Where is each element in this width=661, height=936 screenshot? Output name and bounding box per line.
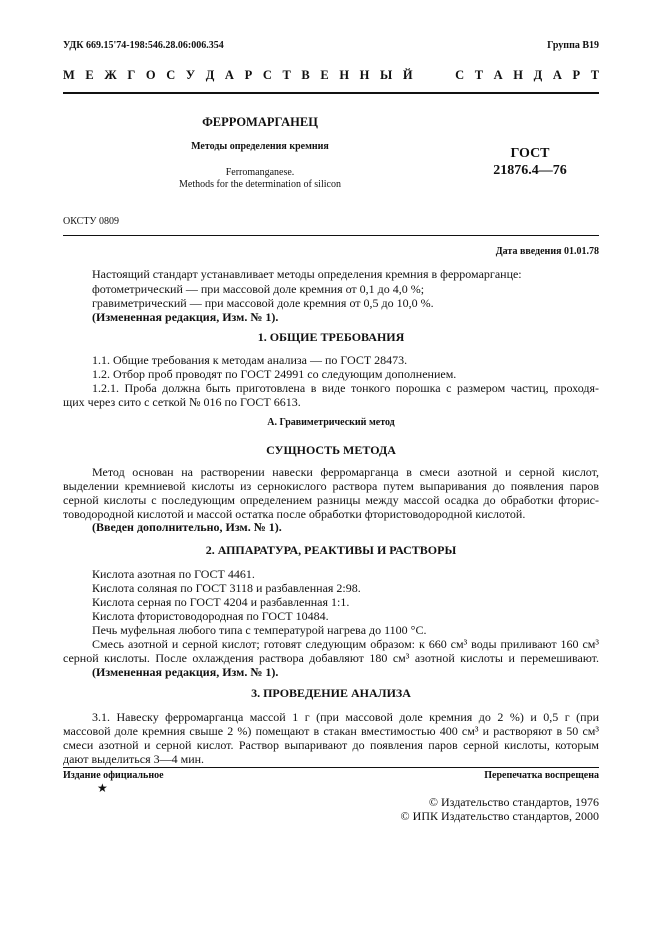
section2-amendment: (Измененная редакция, Изм. № 1). xyxy=(92,665,279,679)
group-code: Группа В19 xyxy=(547,40,599,51)
essence-line-4: товодородной кислотой и массой остатка после обработки фтористоводородной кислотой. xyxy=(63,507,526,521)
intro-line-1: Настоящий стандарт устанавливает методы определения кремния в ферромарганце: xyxy=(92,267,522,281)
reagent-item-5: Печь муфельная любого типа с температурой нагрева до 1100 °С. xyxy=(92,623,427,637)
banner-letter: С xyxy=(455,68,465,82)
copyright-2000: © ИПК Издательство стандартов, 2000 xyxy=(400,809,599,823)
banner-letter: У xyxy=(185,68,196,82)
essence-line-1: Метод основан на растворении навески ферромарганца в смеси азотной и серной кислот, xyxy=(92,465,599,479)
banner-letter: Г xyxy=(127,68,136,82)
gost-number: 21876.4—76 xyxy=(493,163,567,178)
banner-letter: Т xyxy=(590,68,600,82)
banner-letter: В xyxy=(301,68,310,82)
section3-heading: 3. ПРОВЕДЕНИЕ АНАЛИЗА xyxy=(251,686,411,700)
section1-p1: 1.1. Общие требования к методам анализа — по ГОСТ 28473. xyxy=(92,353,408,367)
footer-rule xyxy=(63,767,599,768)
section1-p3-line1: 1.2.1. Проба должна быть приготовлена в виде тонкого порошка с размером частиц, проходя- xyxy=(92,381,599,395)
banner-letter: Т xyxy=(282,68,291,82)
intro-date: Дата введения 01.01.78 xyxy=(495,246,599,257)
banner-letter: Ы xyxy=(380,68,393,82)
reagent-item-4: Кислота фтористоводородная по ГОСТ 10484. xyxy=(92,609,329,623)
essence-line-3: серной кислоты с последующим определением разницы между массой осадка до обработки фторис- xyxy=(63,493,599,507)
essence-line-2: выделении кремниевой кислоты из сернокислого раствора путем выпаривания до появления паров xyxy=(63,479,599,493)
banner-letter: Й xyxy=(402,68,413,82)
banner-letter: Н xyxy=(513,68,524,82)
banner-letter: Т xyxy=(474,68,484,82)
banner-letter: Е xyxy=(85,68,94,82)
banner-letter: А xyxy=(224,68,234,82)
banner-letter: Д xyxy=(205,68,215,82)
copyright-1976: © Издательство стандартов, 1976 xyxy=(428,795,599,809)
star-icon: ★ xyxy=(97,781,108,795)
banner-letter: А xyxy=(493,68,503,82)
reagent-item-2: Кислота соляная по ГОСТ 3118 и разбавленная 2:98. xyxy=(92,581,361,595)
section2-heading: 2. АППАРАТУРА, РЕАКТИВЫ И РАСТВОРЫ xyxy=(205,543,457,557)
reprint-prohibited: Перепечатка воспрещена xyxy=(484,770,599,781)
acid-mix-line-2: серной кислоты. После охлаждения раствора добавляют 180 см³ азотной кислоты и перемешивают. xyxy=(63,651,599,665)
header-rule xyxy=(63,92,599,94)
banner-letter: О xyxy=(145,68,156,82)
reagent-item-3: Кислота серная по ГОСТ 4204 и разбавленная 1:1. xyxy=(92,595,350,609)
intro-line-3: гравиметрический — при массовой доле кремния от 0,5 до 10,0 %. xyxy=(92,296,434,310)
banner-letter: Н xyxy=(339,68,350,82)
standard-banner xyxy=(63,68,599,83)
essence-heading: СУЩНОСТЬ МЕТОДА xyxy=(266,443,396,457)
banner-letter: Д xyxy=(533,68,543,82)
document-subtitle: Методы определения кремния xyxy=(191,141,329,152)
okstu-rule xyxy=(63,235,599,236)
english-title: Ferromanganese. xyxy=(225,167,295,178)
banner-letter: Е xyxy=(320,68,329,82)
banner-letter: С xyxy=(166,68,176,82)
banner-letter: С xyxy=(262,68,272,82)
okstu-code: ОКСТУ 0809 xyxy=(63,216,120,227)
section1-heading: 1. ОБЩИЕ ТРЕБОВАНИЯ xyxy=(257,330,405,344)
section1-p3-line2: щих через сито с сеткой № 016 по ГОСТ 6613. xyxy=(63,395,301,409)
essence-amendment: (Введен дополнительно, Изм. № 1). xyxy=(92,520,282,534)
banner-letter: Н xyxy=(359,68,370,82)
banner-letter: М xyxy=(63,68,75,82)
section1-p2: 1.2. Отбор проб проводят по ГОСТ 24991 со следующим дополнением. xyxy=(92,367,457,381)
banner-letter: Ж xyxy=(104,68,117,82)
banner-letter: Р xyxy=(244,68,253,82)
analysis-line-1: 3.1. Навеску ферромарганца массой 1 г (при массовой доле кремния до 2 %) и 0,5 г (при xyxy=(92,710,599,724)
gost-label: ГОСТ xyxy=(510,146,550,161)
analysis-line-3: смеси азотной и серной кислот. Раствор выпаривают до появления паров серной кислоты, которым xyxy=(63,738,599,752)
analysis-line-2: массовой доле кремния свыше 2 %) помещают в стакан вместимостью 400 см³ и растворяют в 50 см³ xyxy=(63,724,599,738)
official-edition: Издание официальное xyxy=(63,770,164,781)
banner-letter: Р xyxy=(572,68,581,82)
english-subtitle: Methods for the determination of silicon xyxy=(179,179,341,190)
banner-letter xyxy=(423,68,444,82)
reagent-item-1: Кислота азотная по ГОСТ 4461. xyxy=(92,567,255,581)
intro-amendment: (Измененная редакция, Изм. № 1). xyxy=(92,310,279,324)
analysis-line-4: дают выделиться 3—4 мин. xyxy=(63,752,205,766)
method-a-heading: А. Гравиметрический метод xyxy=(267,417,395,428)
acid-mix-line-1: Смесь азотной и серной кислот; готовят следующим образом: к 660 см³ воды приливают 160 см³ xyxy=(92,637,599,651)
udk-code: УДК 669.15'74-198:546.28.06:006.354 xyxy=(63,40,224,51)
intro-line-2: фотометрический — при массовой доле кремния от 0,1 до 4,0 %; xyxy=(92,282,425,296)
banner-letter: А xyxy=(552,68,562,82)
document-title: ФЕРРОМАРГАНЕЦ xyxy=(202,115,318,129)
